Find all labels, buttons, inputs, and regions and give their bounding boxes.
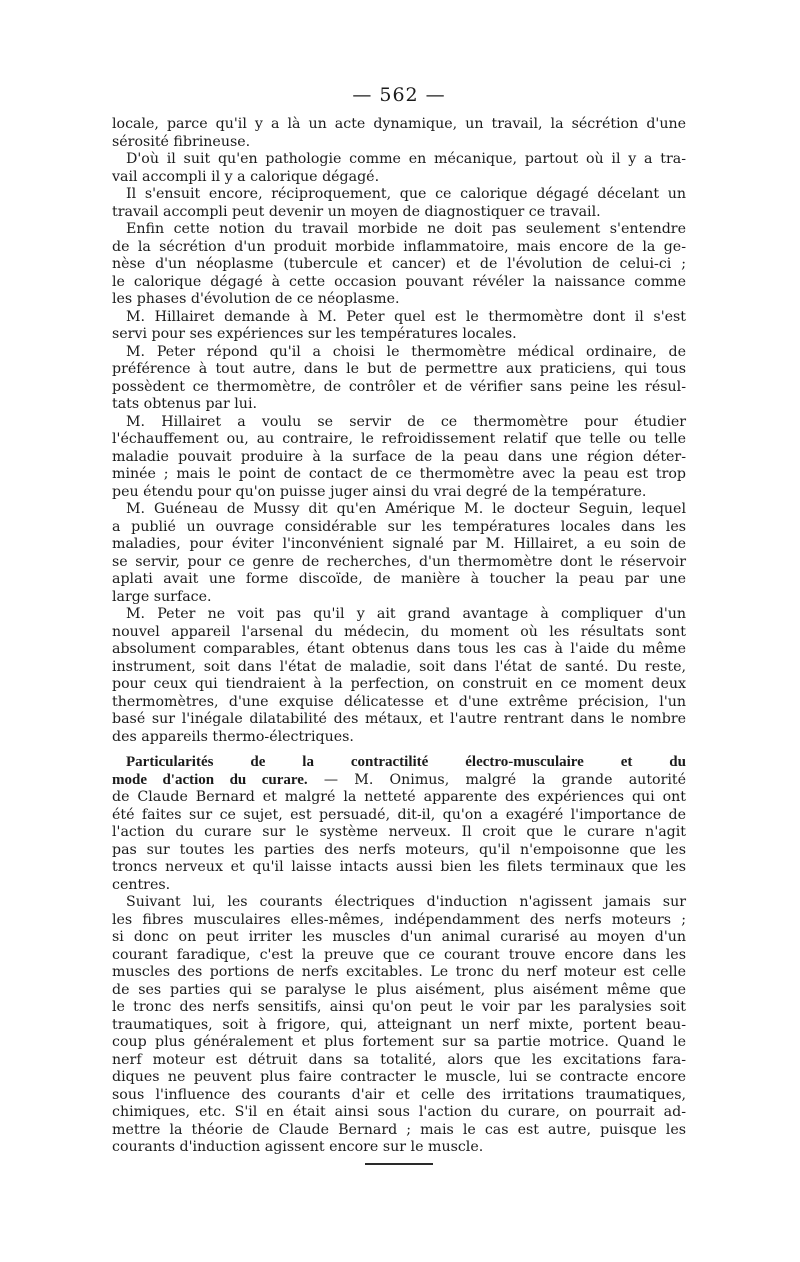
text-line: possèdent ce thermomètre, de contrôler et de vérifier sans peine les résul- — [112, 378, 686, 395]
text-line: basé sur l'inégale dilatabilité des métaux, et l'autre rentrant dans le nombre — [112, 711, 686, 727]
text-line: mettre la théorie de Claude Bernard ; mais le cas est autre, puisque les — [112, 1121, 686, 1138]
section-heading: Particularités de la contractilité électro-musculaire et du — [126, 754, 686, 770]
text-line: l'échauffement ou, au contraire, le refroidissement relatif que telle ou telle — [112, 431, 686, 447]
text-line: nouvel appareil l'arsenal du médecin, du moment où les résultats sont — [112, 623, 686, 640]
text-line: courants d'induction agissent encore sur le muscle. — [112, 1139, 484, 1155]
text-line: les phases d'évolution de ce néoplasme. — [112, 291, 400, 307]
text-line: le calorique dégagé à cette occasion pouvant révéler la naissance comme — [112, 273, 686, 290]
text-line — [112, 772, 686, 790]
section-heading-end: mode d'action du curare. — [112, 771, 308, 788]
text-line: peu étendu pour qu'on puisse juger ainsi du vrai degré de la température. — [112, 483, 647, 500]
text-line: sérosité fibrineuse. — [112, 133, 251, 150]
text-line: de la sécrétion d'un produit morbide inflammatoire, mais encore de la ge- — [112, 238, 686, 255]
text-line: si donc on peut irriter les muscles d'un animal curarisé au moyen d'un — [112, 929, 686, 945]
text-line: M. Peter répond qu'il a choisi le thermomètre médical ordinaire, de — [126, 343, 686, 360]
text-line: absolument comparables, étant obtenus dans tous les cas à l'aide du même — [112, 641, 686, 657]
text-line: maladies, pour éviter l'inconvénient signalé par M. Hillairet, a eu soin de — [112, 536, 686, 552]
text-line: aplati avait une forme discoïde, de manière à toucher la peau par une — [112, 571, 686, 587]
page-text — [112, 84, 686, 1165]
text-line: a publié un ouvrage considérable sur les températures locales dans les — [112, 518, 686, 535]
text-line: vail accompli il y a calorique dégagé. — [112, 168, 380, 185]
text-line: des appareils thermo-électriques. — [112, 728, 354, 745]
text-line: de ses parties qui se paralyse le plus aisément, plus aisément même que — [112, 981, 686, 998]
text-line: chimiques, etc. S'il en était ainsi sous l'action du curare, on pourrait ad- — [112, 1104, 686, 1120]
text-line: se servir, pour ce genre de recherches, d'un thermomètre dont le réservoir — [112, 553, 686, 570]
text-line: le tronc des nerfs sensitifs, ainsi qu'on peut le voir par les paralysies soit — [112, 999, 686, 1015]
text-line: traumatiques, soit à frigore, qui, atteignant un nerf mixte, portent beau- — [112, 1016, 686, 1033]
page-number: — 562 — — [352, 84, 446, 106]
text-line: courant faradique, c'est la preuve que ce courant trouve encore dans les — [112, 946, 686, 963]
text-line: nèse d'un néoplasme (tubercule et cancer) et de l'évolution de celui-ci ; — [112, 256, 686, 272]
text-line: Il s'ensuit encore, réciproquement, que ce calorique dégagé décelant un — [126, 186, 686, 202]
text-line: de Claude Bernard et malgré la netteté apparente des expériences qui ont — [112, 789, 686, 805]
text-line: l'action du curare sur le système nerveux. Il croit que le curare n'agit — [112, 824, 686, 840]
text-line: locale, parce qu'il y a là un acte dynamique, un travail, la sécrétion d'une — [112, 116, 686, 132]
text-line: travail accompli peut devenir un moyen de diagnostiquer ce travail. — [112, 203, 601, 220]
text-line: M. Guéneau de Mussy dit qu'en Amérique M. le docteur Seguin, lequel — [126, 501, 686, 517]
text-line: servi pour ses expériences sur les températures locales. — [112, 326, 517, 342]
text-line: coup plus généralement et plus fortement sur sa partie motrice. Quand le — [112, 1034, 686, 1050]
text-line: maladie pouvait produire à la surface de la peau dans une région déter- — [112, 448, 686, 465]
text-line: Suivant lui, les courants électriques d'induction n'agissent jamais sur — [126, 894, 686, 910]
text-line: centres. — [112, 876, 171, 893]
text-line: pour ceux qui tiendraient à la perfection, on construit en ce moment deux — [112, 676, 686, 692]
text-line: les fibres musculaires elles-mêmes, indépendamment des nerfs moteurs ; — [112, 911, 686, 928]
section-divider — [365, 1163, 433, 1165]
text-line: été faites sur ce sujet, est persuadé, dit-il, qu'on a exagéré l'importance de — [112, 806, 686, 823]
text-line: troncs nerveux et qu'il laisse intacts aussi bien les filets terminaux que les — [112, 859, 686, 875]
text-line: minée ; mais le point de contact de ce thermomètre avec la peau est trop — [112, 466, 686, 482]
text-line: instrument, soit dans l'état de maladie, soit dans l'état de santé. Du reste, — [112, 658, 686, 675]
text-line: D'où il suit qu'en pathologie comme en mécanique, partout où il y a tra- — [126, 151, 686, 167]
text-line: thermomètres, d'une exquise délicatesse et d'une extrême précision, l'un — [112, 693, 686, 710]
text-line: préférence à tout autre, dans le but de permettre aux praticiens, qui tous — [112, 361, 686, 377]
text-line: large surface. — [112, 588, 212, 605]
text-line: M. Hillairet a voulu se servir de ce thermomètre pour étudier — [126, 413, 686, 430]
text-line: tats obtenus par lui. — [112, 396, 257, 412]
text-line: pas sur toutes les parties des nerfs moteurs, qu'il n'empoisonne que les — [112, 841, 686, 858]
text-line: M. Peter ne voit pas qu'il y ait grand avantage à compliquer d'un — [126, 606, 686, 622]
heading-continuation: — M. Onimus, malgré la grande autorité — [307, 771, 686, 788]
text-line: sous l'influence des courants d'air et celle des irritations traumatiques, — [112, 1086, 686, 1103]
text-line: muscles des portions de nerfs excitables. Le tronc du nerf moteur est celle — [112, 964, 686, 980]
text-line: nerf moteur est détruit dans sa totalité, alors que les excitations fara- — [112, 1051, 686, 1068]
text-line: Enfin cette notion du travail morbide ne doit pas seulement s'entendre — [126, 221, 686, 237]
text-line: diques ne peuvent plus faire contracter le muscle, lui se contracte encore — [112, 1069, 686, 1085]
text-line: M. Hillairet demande à M. Peter quel est le thermomètre dont il s'est — [126, 308, 686, 325]
